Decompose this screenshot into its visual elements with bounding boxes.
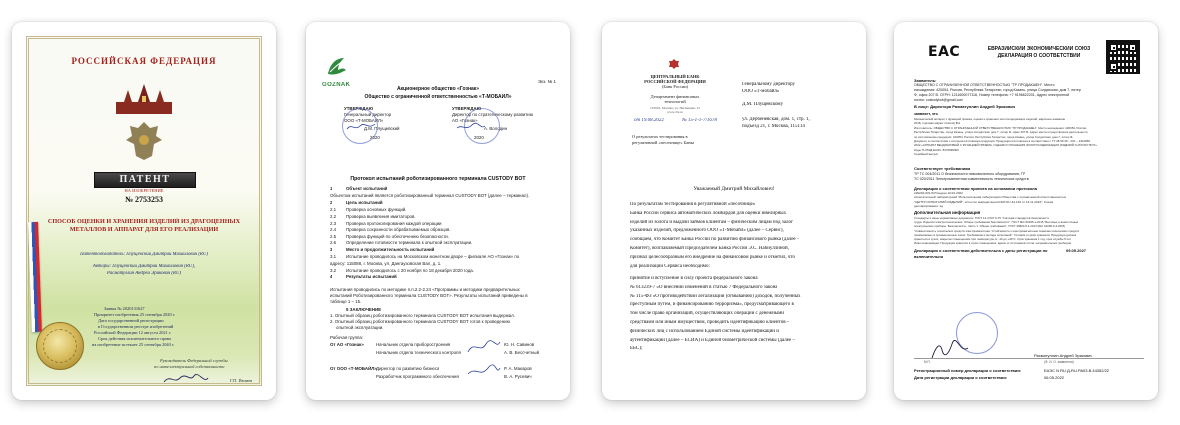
patent-head-1: Руководитель Федеральной службы	[160, 358, 228, 363]
bank-to-addr-2: подъезд 21, г. Москва, 115114	[742, 124, 805, 129]
valid-label: Декларация о соответствии действительна с даты регистрации по	[914, 248, 1048, 253]
reg-no: ЕАЭС N RU Д-RU.РА03.В.44352/22	[1044, 368, 1110, 373]
bank-paragraph-1-line: По результатам тестирования в регулятивной «песочнице»	[630, 202, 756, 207]
protocol-item-text: Проверка функций по обеспечению безопасности.	[346, 233, 449, 239]
bank-addr-1: 107016, Москва, ул. Неглинная, 12	[650, 106, 700, 110]
bank-org-1: ЦЕНТРАЛЬНЫЙ БАНК	[650, 74, 700, 79]
bank-subject-2: регулятивной «песочнице» Банка	[632, 140, 695, 145]
approve-right-sign: А. Володин	[484, 126, 508, 131]
bank-letter-card[interactable]	[602, 22, 866, 400]
bank-dept-2: технологий	[664, 99, 686, 104]
patent-priority: Приоритет изобретения 25 сентября 2020 г.	[94, 312, 176, 317]
protocol-item-number: 2.5	[330, 233, 337, 239]
bank-paragraph-2-line: ЕБС);	[630, 346, 643, 352]
group-signature-1-icon	[466, 338, 502, 356]
approve-right-3: АО «Гознак»	[452, 118, 478, 123]
protocol-item-number: 3.2	[330, 267, 337, 273]
patent-authors-2: Расматуллин Андрей Эрикович (RU)	[106, 271, 182, 276]
bank-paragraph-1-line: изделий из золота и выдачи займов клиентам – физическим лицам под залог	[630, 219, 794, 225]
work-group-label: Рабочая группа:	[330, 335, 364, 340]
invention-title: СПОСОБ ОЦЕНКИ И ХРАНЕНИЯ ИЗДЕЛИЙ ИЗ ДРАГОЦЕННЫХ МЕТАЛЛОВ И АППАРАТ ДЛЯ ЕГО РЕАЛИЗАЦИИ	[47, 218, 241, 233]
protocol-item-number: 3.1	[330, 254, 337, 260]
bank-paragraph-1-line: Банка России сервиса автоматических ломбардов для оценки ювелирных	[630, 210, 787, 216]
patent-head-name: Г.П. Ивлиев	[230, 378, 253, 383]
extra-line: электрические приборы. Безопасность. Часть 1. Общие требования", ГОСТ 30804.6.2-2013 (IEC 61000-6-2:2005)	[914, 224, 1066, 229]
eac-union: ЕВРАЗИЙСКИЙ ЭКОНОМИЧЕСКИЙ СОЮЗ	[987, 46, 1091, 52]
bank-paragraph-2-line: том числе право организаций, осуществляющих операции с денежными	[630, 311, 784, 317]
declares-line: Механический аппарат с функцией приема, оценки и хранения золотосодержащих изделий, марочное название	[914, 117, 1066, 121]
patent-number: № 2753253	[124, 195, 164, 204]
valid-suffix: включительно	[914, 254, 944, 259]
patent-holder: Патентообладатель: Плущевский Дмитрий Михайлович (RU)	[80, 252, 208, 257]
approve-right-signature-icon	[456, 122, 486, 132]
mp-label: М.П.	[924, 360, 931, 364]
conclusion-1: 1. Опытный образец роботизированного терминала CUSTODY BOT испытания выдержал.	[330, 313, 516, 318]
patent-valid-2: на изобретение истекает 25 сентября 2040 г.	[92, 342, 175, 347]
declares-label: заявляет, что	[914, 112, 938, 116]
from-goznak-label: От АО «Гознак»	[330, 342, 364, 347]
patent-reg-3: Российской Федерации 12 августа 2021 г.	[94, 330, 172, 335]
basis-line: декларирования: 1д	[914, 204, 944, 209]
declares-line: Изготовитель: ОБЩЕСТВО С ОГРАНИЧЕННОЙ ОТВЕТСТВЕННОСТЬЮ "ТР ПРОДАКШЕН". Место нахождения: 420054, Россия,	[914, 125, 1087, 130]
conclusion-2: 2. Опытный образец роботизированного терминала CUSTODY BOT готов к проведению	[330, 319, 510, 324]
extra-line: храниться в сухих, закрытых помещениях при температуре от -10 до +40°С. Срок хранения 1 год, срок службы 5 лет	[914, 237, 1072, 241]
extra-line: применяемых в промышленных зонах. Требования и методы испытаний". Условия и сроки хранения: Продукция должна	[914, 232, 1077, 237]
extra-label: Дополнительная информация	[914, 210, 981, 215]
protocol-item-text: Результаты испытаний	[346, 274, 397, 280]
protocol-item-number: 4	[330, 274, 333, 280]
bank-org-2: РОССИЙСКОЙ ФЕДЕРАЦИИ	[644, 79, 706, 84]
patent-signature-icon	[162, 372, 210, 386]
approve-left-date: 2020	[370, 135, 380, 140]
bank-subject-1: О результатах тестирования в	[632, 134, 688, 139]
bank-paragraph-2-line: аутентификации (далее – ЕСИА) и Единой биометрической системы (далее –	[630, 337, 795, 343]
protocol-item-text: Проверка сохранности обрабатываемых образцов.	[346, 227, 451, 233]
bank-org-3: (Банк России)	[661, 84, 689, 89]
bank-dept-1: Департамент финансовых	[650, 94, 700, 99]
bank-paragraph-1-line: признал целесообразным его внедрение на финансовом рынке и отметил, что	[630, 254, 796, 260]
protocol-item-text: Объект испытаний	[346, 186, 388, 191]
basis-line: 220202-001-ЮЛ выдан 10.02.2022	[914, 191, 963, 195]
gold-seal-icon	[36, 322, 84, 370]
declares-line: по изготовлению продукции: 420054, Россия, Республика Татарстан, город Казань, улица Солдатская, дом 7, литер Ф,	[914, 134, 1074, 139]
goznak-role-1: Начальник отдела приборостроения	[376, 342, 451, 347]
kremlin-emblem-icon	[116, 84, 172, 114]
patent-reg-1: Дата государственной регистрации	[98, 318, 164, 323]
bank-paragraph-2-line: преступным путем, и финансированию терроризма», предусматривающего в	[630, 302, 794, 308]
protocol-item-number: 2.1	[330, 207, 337, 213]
protocol-item-text: Испытание проводилось с 20 ноября по 18 декабря 2020 года.	[346, 267, 474, 273]
patent-card[interactable]	[12, 22, 276, 400]
approve-right-date: 2020	[474, 135, 484, 140]
conform-label: Соответствует требованиям	[914, 166, 971, 171]
extra-line: "Совместимость технических средств электромагнитная. Устойчивость к электромагнитным помехам технических средств	[914, 228, 1079, 233]
from-tmobile-label: От ООО «Т-МОБАЙЛ»	[330, 366, 377, 371]
protocol-item-text: Цель испытаний	[346, 200, 383, 205]
bank-paragraph-1-line: указанных изделий, предложенного ООО «Т-Мобайл» (далее – Сервис),	[630, 228, 784, 234]
declares-line: 2022 «АППАРАТ ВЕНДИНГОВЫЙ С ФУНКЦИЕЙ ПРИЕМА, ОЦЕНКИ И ХРАНЕНИЯ ЗОЛОТОСОДЕРЖАЩИХ ИЗДЕЛИЙ CUSTODY BOT»	[914, 143, 1097, 148]
goznak-logo-icon	[324, 54, 350, 80]
bank-paragraph-1-line: Комитет), возглавляемый Председателем Банка России Э.С. Набиуллиной,	[630, 246, 789, 251]
tmobile-role-1: Директор по развитию бизнеса	[376, 366, 440, 371]
double-headed-eagle-icon	[124, 118, 164, 162]
signer-caption: (Ф. И. О. заявителя)	[1044, 360, 1074, 364]
protocol-item-text: Определение готовности терминала к опытной эксплуатации.	[346, 240, 473, 246]
approve-left-sign: Д.М. Плущевский	[364, 126, 400, 131]
goznak-page-no: Экз. № 1	[538, 79, 556, 84]
bank-to-1: Генеральному директору	[742, 82, 796, 87]
basis-line: "ЦЕНТР ИСПЫТАНИЙ ИЗДЕЛИЙ", аттестат аккредитации КЗАТ.RU.44.146 от 14.11.2019"; Схема	[914, 199, 1054, 204]
patent-header: РОССИЙСКАЯ ФЕДЕРАЦИЯ	[71, 56, 217, 66]
extra-line: Иная информация: Продукция хранится в сухих помещениях, вдали от источников тепла, нагревательных приборов.	[914, 241, 1072, 246]
applicant-line: почты: custodybot@gmail.com	[914, 98, 964, 102]
protocol-item-number: 2.4	[330, 227, 337, 233]
protocol-title: Протокол испытаний роботизированного терминала CUSTODY BOT	[350, 176, 526, 182]
protocol-item-number: 2.3	[330, 220, 337, 226]
protocol-item-text: Объектом испытаний является роботизированный терминал CUSTODY BOT (далее – терминал).	[330, 193, 530, 199]
bank-to-2: ООО «Т-мобайл»	[742, 89, 780, 94]
reg-date: 06.05.2022	[1044, 375, 1065, 380]
conclusion-heading: 5 ЗАКЛЮЧЕНИЕ	[346, 307, 382, 312]
protocol-item-number: 2	[330, 200, 333, 205]
goznak-org-1: Акционерное общество «Гознак»	[396, 86, 480, 92]
applicant-label: Заявитель:	[914, 78, 937, 83]
conclusion-3: опытной эксплуатации.	[336, 325, 384, 330]
bank-to-3: Д.М. Плущевскому	[742, 102, 784, 107]
bank-emblem-icon	[668, 58, 680, 70]
results-line-1: Испытания проводились по методике п.п.2.2-2.24 «Программы и методики предварительных	[330, 287, 520, 292]
applicant-line: нахождения: 420054, Россия, Республика Татарстан, город Казань, улица Солдатская, дом 7, литер	[914, 88, 1081, 92]
signature-divider	[914, 358, 1144, 359]
protocol-item-text: Место и продолжительность испытаний	[346, 247, 435, 252]
patent-subtitle: НА ИЗОБРЕТЕНИЕ	[124, 188, 164, 193]
eac-declaration-card[interactable]	[894, 22, 1158, 400]
results-line-2: испытаний Роботизированного терминала CUSTODY BOT». Результаты испытаний приведены в	[330, 293, 528, 298]
basis-label: Декларация о соответствии принята на основании протокола	[914, 186, 1037, 191]
tmobile-role-2: Разработчик программного обеспечения	[376, 374, 459, 379]
bank-paragraph-2-line: № 115-ФЗ «О противодействии легализации (отмыванию) доходов, полученных	[630, 293, 801, 299]
protocol-item-text: адресу: 115088, г. Москва, ул. Дангаузовская Вал, д. 1.	[330, 261, 442, 266]
approve-left-3: ООО «Т-МОБАЙЛ»	[344, 118, 384, 123]
bank-paragraph-2-line: № 613239-7 «О внесении изменений в статью 7 Федерального закона	[630, 284, 778, 290]
goznak-name-2: А. В. Бессчетный	[504, 350, 540, 355]
group-signature-2-icon	[466, 362, 502, 380]
applicant-line: ОБЩЕСТВО С ОГРАНИЧЕННОЙ ОТВЕТСТВЕННОСТЬЮ "ТР ПРОДАКШЕН". Место	[914, 83, 1055, 87]
reg-no-label: Регистрационный номер декларации о соответствии:	[914, 368, 1022, 373]
approve-left-1: УТВЕРЖДАЮ	[344, 106, 374, 111]
eac-title: ДЕКЛАРАЦИЯ О СООТВЕТСТВИИ	[997, 53, 1081, 59]
basis-line: испытательной лабораторией "Испытательная лаборатория Общества с ограниченной ответственностью	[914, 195, 1067, 200]
protocol-item-text: Проверка выявления имитаторов.	[346, 214, 416, 219]
patent-authors-1: Авторы: Плущевский Дмитрий Михайлович (RU),	[92, 264, 196, 269]
bank-date-right: № 15-1-1-7/1678	[682, 118, 717, 123]
protocol-item-text: Проверка основных функций.	[346, 207, 407, 213]
approve-right-1: УТВЕРЖДАЮ	[452, 106, 482, 111]
tmobile-name-1: Р. А. Макаров	[504, 366, 532, 371]
declares-line: Документ, в соответствии с которым изготовлена продукция: Продукция изготовлена в соответствии с ТУ 28.99.39 – 001 – 2412866	[914, 139, 1090, 143]
protocol-item-number: 3	[330, 247, 333, 252]
patent-head-2: по интеллектуальной собственности	[154, 364, 225, 369]
goznak-logo-text: GOZNAK	[322, 82, 351, 88]
protocol-item-number: 2.2	[330, 214, 337, 219]
bank-addr-2: www.cbr.ru	[667, 110, 683, 114]
extra-line: труда. Изделия электротехнические. Общие требования безопасности", ГОСТ IEC 60335-1-2015 "Бытовые и аналогичные	[914, 220, 1079, 225]
eac-person: В лице: Директора Рахматуллин Андрей Эрикович	[914, 104, 1016, 109]
qr-code-icon[interactable]	[1106, 40, 1140, 74]
applicant-line: Ф, офис 207 В. ОГРН: 1211600077116, Номер телефона: +7 9196622201, Адрес электронной	[914, 93, 1070, 97]
eac-signature-icon	[930, 340, 970, 360]
bank-paragraph-2-line: принятие и вступление в силу проекта федерального закона	[630, 276, 758, 281]
patent-reg-2: в Государственном реестре изобретений	[98, 324, 174, 329]
tmobile-name-2: В. А. Русевич	[504, 374, 532, 379]
protocol-item-number: 1	[330, 186, 333, 191]
results-line-3: таблице 1 – 15.	[330, 299, 362, 304]
goznak-role-2: Начальник отдела технического контроля	[376, 350, 461, 355]
approve-left-2: Генеральный директор	[344, 112, 392, 117]
goznak-org-2: Общество с ограниченной ответственностью «Т-МОБАЙЛ»	[364, 94, 512, 100]
goznak-protocol-card[interactable]	[306, 22, 570, 400]
protocol-item-text: Проверка протоколирования каждой операции	[346, 220, 442, 226]
conform-line: ТР ТС 004/2011 О безопасности низковольтного оборудования; ТР	[914, 172, 1026, 176]
reg-date-label: Дата регистрации декларации о соответствии:	[914, 375, 1008, 380]
bank-date-left: от 19.08.2022	[634, 118, 664, 123]
protocol-item-text: Испытание проводилось на Московском монетном дворе – филиале АО «Гознак» по	[346, 254, 520, 260]
approve-left-signature-icon	[346, 122, 376, 132]
declares-line: Республика Татарстан, город Казань, улица Солдатская, дом 7, литер Ф, офис 207 В. Адрес места осуществления деятельности	[914, 130, 1088, 135]
eac-mark-icon: ЕАС	[928, 44, 961, 60]
bank-paragraph-1-line: для реализации Сервиса необходимо:	[630, 263, 710, 269]
bank-paragraph-2-line: средствами или иным имуществом, проводить идентификацию клиентов –	[630, 320, 790, 325]
bank-to-addr-1: ул. Дербеневская, дом. 1, стр. 1,	[742, 117, 810, 122]
declares-line: 2018, торговая марка: Custody Bot	[914, 121, 961, 126]
protocol-item-number: 2.6	[330, 240, 337, 246]
bank-paragraph-1-line: сообщаем, что Комитет Банка России по развитию финансового рынка (далее –	[630, 237, 800, 243]
approve-right-2: Директор по стратегическому развитию	[452, 112, 534, 117]
patent-valid-1: Срок действия исключительного права	[98, 336, 171, 341]
declares-line: Коды ТН ВЭД ЕАЭС: 8476890000	[914, 147, 959, 152]
bank-paragraph-2-line: физических лиц с использованием Единой системы идентификации и	[630, 328, 779, 334]
extra-line: Стандарты и иные нормативные документы: ГОСТ 12.2.007.0-75 "Система стандартов безопасности	[914, 216, 1050, 220]
conform-line: ТС 020/2011 Электромагнитная совместимость технических средств	[914, 177, 1029, 181]
valid-date: 09.05.2027	[1066, 248, 1087, 253]
patent-title: ПАТЕНТ	[94, 172, 196, 188]
signer-name: Рахматуллин Андрей Эрикович	[1034, 353, 1093, 358]
declares-line: Серийный выпуск	[914, 152, 938, 157]
goznak-name-1: Ю. Н. Савинов	[504, 342, 535, 347]
patent-app-no: Заявка № 2020131627	[104, 306, 145, 311]
bank-greeting: Уважаемый Дмитрий Михайлович!	[693, 186, 775, 192]
